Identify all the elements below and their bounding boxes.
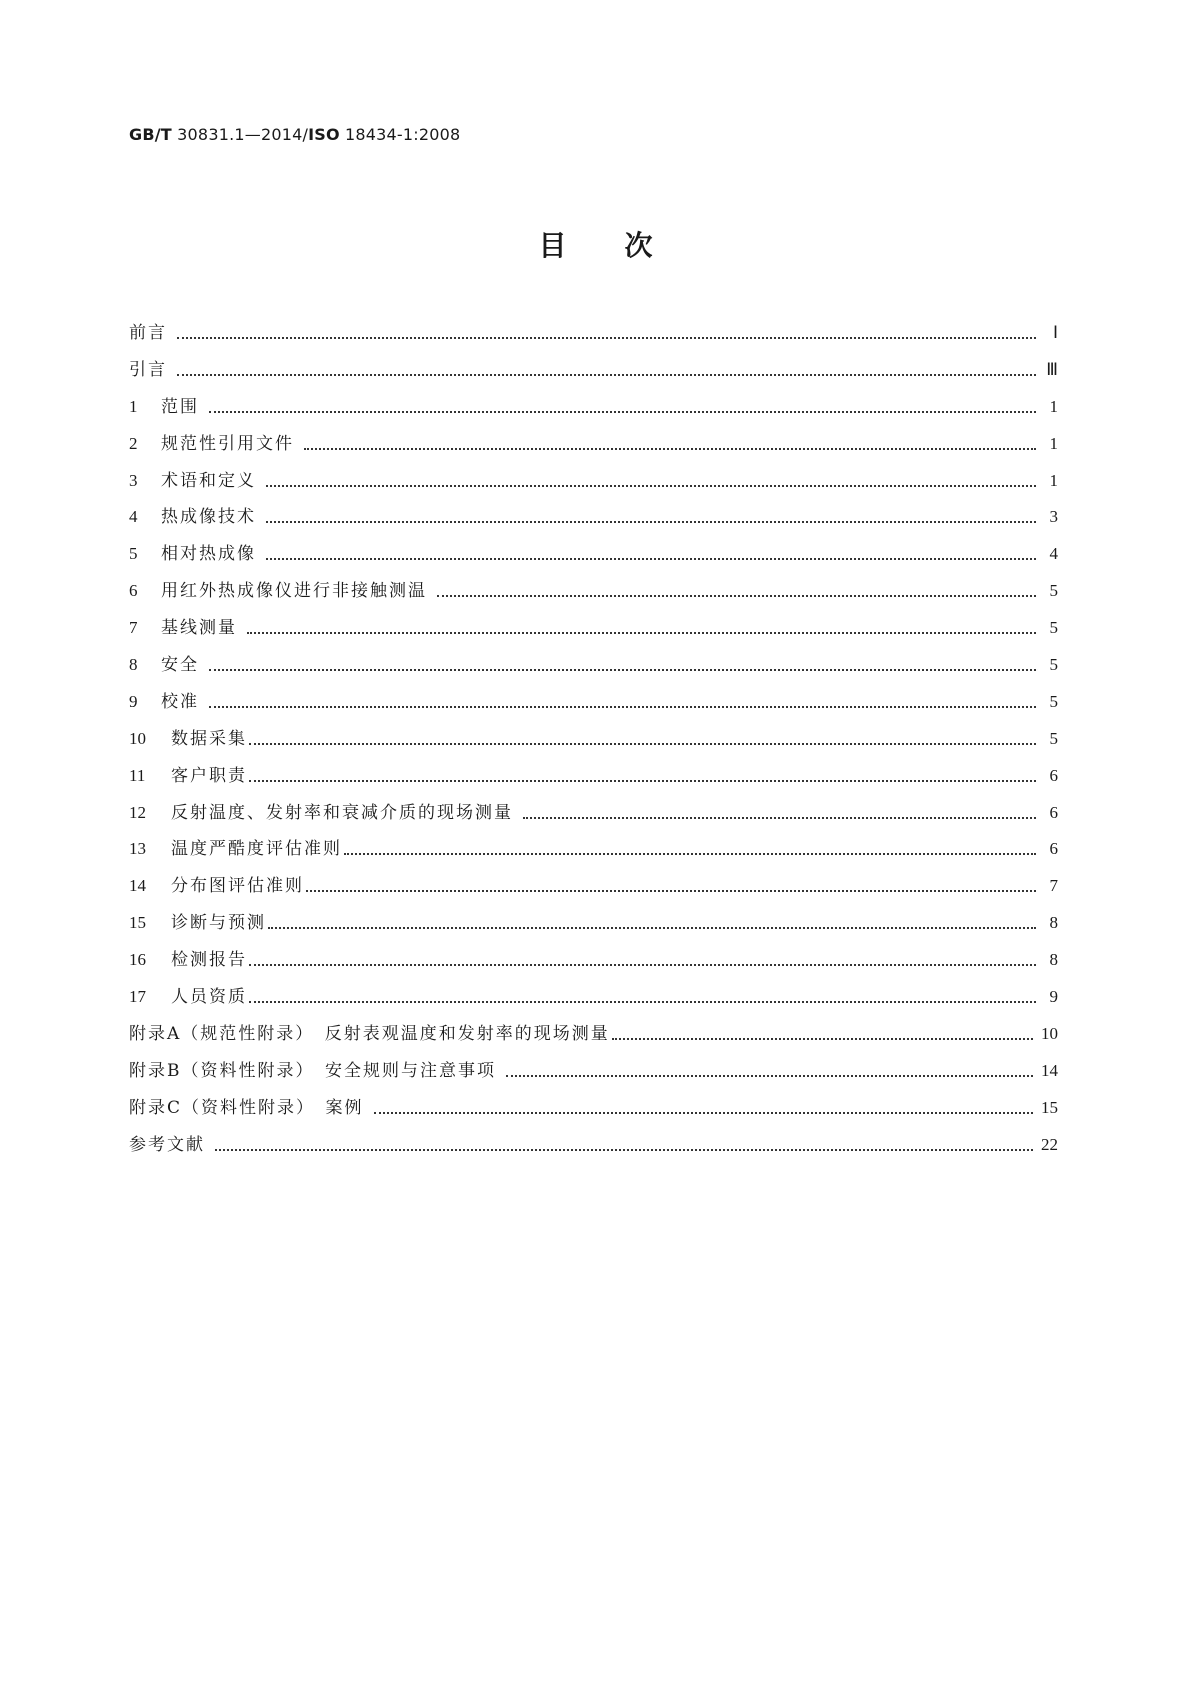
toc-entry-text: 校准 <box>161 691 199 712</box>
toc-page-number: 10 <box>1041 1023 1058 1043</box>
dot-leader <box>268 912 1036 934</box>
page-title: 目次 <box>538 229 711 262</box>
table-of-contents <box>129 322 1058 1170</box>
toc-entry-annex-a[interactable] <box>129 1023 1058 1060</box>
toc-entry-number: 9 <box>129 691 138 711</box>
toc-entry-number: 3 <box>129 470 138 490</box>
dot-leader <box>249 986 1036 1008</box>
toc-page-number: 14 <box>1041 1060 1058 1080</box>
dot-leader <box>374 1097 1033 1119</box>
toc-page-number: 3 <box>1049 507 1058 527</box>
dot-leader <box>209 691 1036 713</box>
toc-entry-text: 诊断与预测 <box>171 913 266 934</box>
toc-entry-text: 附录C（资料性附录） 案例 <box>129 1097 364 1118</box>
toc-entry-6[interactable] <box>129 580 1058 617</box>
toc-entry-text: 范围 <box>161 396 199 417</box>
toc-entry-12[interactable] <box>129 802 1058 839</box>
toc-page-number: 5 <box>1049 655 1058 675</box>
toc-entry-17[interactable] <box>129 986 1058 1023</box>
dot-leader <box>266 506 1036 528</box>
toc-entry-10[interactable] <box>129 728 1058 765</box>
dot-leader <box>523 802 1036 824</box>
toc-page-number: 6 <box>1049 802 1058 822</box>
toc-entry-number: 12 <box>129 802 146 822</box>
standard-prefix: GB/T <box>129 125 172 144</box>
toc-entry-text: 检测报告 <box>171 950 247 971</box>
toc-entry-text: 术语和定义 <box>161 470 256 491</box>
toc-page-number: 8 <box>1049 913 1058 933</box>
toc-entry-number: 1 <box>129 396 138 416</box>
dot-leader <box>209 396 1036 418</box>
dot-leader <box>304 433 1036 455</box>
toc-entry-text: 用红外热成像仪进行非接触测温 <box>161 581 427 602</box>
iso-number: 18434-1:2008 <box>339 125 461 144</box>
toc-entry-text: 附录B（资料性附录） 安全规则与注意事项 <box>129 1060 496 1081</box>
toc-entry-number: 8 <box>129 655 138 675</box>
toc-entry-bibliography[interactable] <box>129 1134 1058 1171</box>
dot-leader <box>437 580 1036 602</box>
toc-entry-annex-b[interactable] <box>129 1060 1058 1097</box>
toc-entry-3[interactable] <box>129 470 1058 507</box>
toc-entry-2[interactable] <box>129 433 1058 470</box>
toc-page-number: 5 <box>1049 581 1058 601</box>
toc-entry-text: 数据采集 <box>171 728 247 749</box>
standard-number: 30831.1—2014/ <box>171 125 309 144</box>
toc-page-number: 5 <box>1049 691 1058 711</box>
toc-entry-number: 14 <box>129 876 146 896</box>
dot-leader <box>266 470 1036 492</box>
dot-leader <box>177 359 1036 381</box>
toc-page-number: 4 <box>1049 544 1058 564</box>
toc-entry-13[interactable] <box>129 838 1058 875</box>
toc-page-number: 1 <box>1049 470 1058 490</box>
toc-page-number: 5 <box>1049 618 1058 638</box>
toc-entry-text: 参考文献 <box>129 1134 205 1155</box>
iso-prefix: ISO <box>308 125 340 144</box>
toc-page-number: 7 <box>1049 876 1058 896</box>
dot-leader <box>612 1023 1033 1045</box>
toc-page-number: 15 <box>1041 1097 1058 1117</box>
dot-leader <box>215 1134 1033 1156</box>
toc-page-number: Ⅲ <box>1046 359 1058 379</box>
toc-entry-16[interactable] <box>129 949 1058 986</box>
toc-entry-11[interactable] <box>129 765 1058 802</box>
toc-entry-text: 前言 <box>129 323 167 343</box>
toc-page-number: 22 <box>1041 1134 1058 1154</box>
toc-entry-number: 11 <box>129 765 146 785</box>
toc-entry-5[interactable] <box>129 543 1058 580</box>
toc-entry-number: 2 <box>129 433 138 453</box>
toc-entry-text: 规范性引用文件 <box>161 433 294 454</box>
toc-entry-annex-c[interactable] <box>129 1097 1058 1134</box>
toc-entry-text: 相对热成像 <box>161 544 256 565</box>
standard-code-header <box>129 125 460 144</box>
toc-entry-text: 附录A（规范性附录） 反射表观温度和发射率的现场测量 <box>129 1023 610 1044</box>
dot-leader <box>177 322 1036 344</box>
toc-entry-number: 4 <box>129 507 138 527</box>
toc-page-number: 1 <box>1049 433 1058 453</box>
dot-leader <box>209 654 1036 676</box>
dot-leader <box>249 728 1036 750</box>
dot-leader <box>247 617 1036 639</box>
toc-entry-text: 客户职责 <box>171 765 247 786</box>
toc-page-number: 8 <box>1049 950 1058 970</box>
toc-entry-7[interactable] <box>129 617 1058 654</box>
toc-entry-introduction[interactable] <box>129 359 1058 396</box>
dot-leader <box>344 838 1036 860</box>
dot-leader <box>506 1060 1033 1082</box>
toc-entry-text: 反射温度、发射率和衰减介质的现场测量 <box>171 802 513 823</box>
toc-entry-number: 16 <box>129 950 146 970</box>
toc-page-number: 6 <box>1049 839 1058 859</box>
toc-entry-text: 安全 <box>161 655 199 676</box>
dot-leader <box>306 875 1036 897</box>
toc-page-number: 1 <box>1049 396 1058 416</box>
toc-entry-14[interactable] <box>129 875 1058 912</box>
toc-entry-15[interactable] <box>129 912 1058 949</box>
toc-entry-text: 基线测量 <box>161 618 237 639</box>
toc-entry-number: 15 <box>129 913 146 933</box>
dot-leader <box>249 765 1036 787</box>
toc-page-number: 6 <box>1049 765 1058 785</box>
toc-entry-text: 人员资质 <box>171 987 247 1008</box>
toc-entry-number: 5 <box>129 544 138 564</box>
toc-entry-number: 10 <box>129 728 146 748</box>
toc-entry-9[interactable] <box>129 691 1058 728</box>
toc-entry-text: 温度严酷度评估准则 <box>171 839 342 860</box>
toc-entry-8[interactable] <box>129 654 1058 691</box>
toc-entry-text: 分布图评估准则 <box>171 876 304 897</box>
toc-entry-4[interactable] <box>129 506 1058 543</box>
toc-page-number: 5 <box>1049 728 1058 748</box>
toc-entry-number: 6 <box>129 581 138 601</box>
toc-entry-text: 热成像技术 <box>161 507 256 528</box>
dot-leader <box>249 949 1036 971</box>
toc-entry-foreword[interactable] <box>129 322 1058 359</box>
toc-entry-number: 7 <box>129 618 138 638</box>
toc-page-number: Ⅰ <box>1052 323 1058 342</box>
dot-leader <box>266 543 1036 565</box>
toc-page-number: 9 <box>1049 987 1058 1007</box>
toc-entry-number: 13 <box>129 839 146 859</box>
toc-entry-1[interactable] <box>129 396 1058 433</box>
toc-entry-number: 17 <box>129 987 146 1007</box>
toc-entry-text: 引言 <box>129 359 167 380</box>
